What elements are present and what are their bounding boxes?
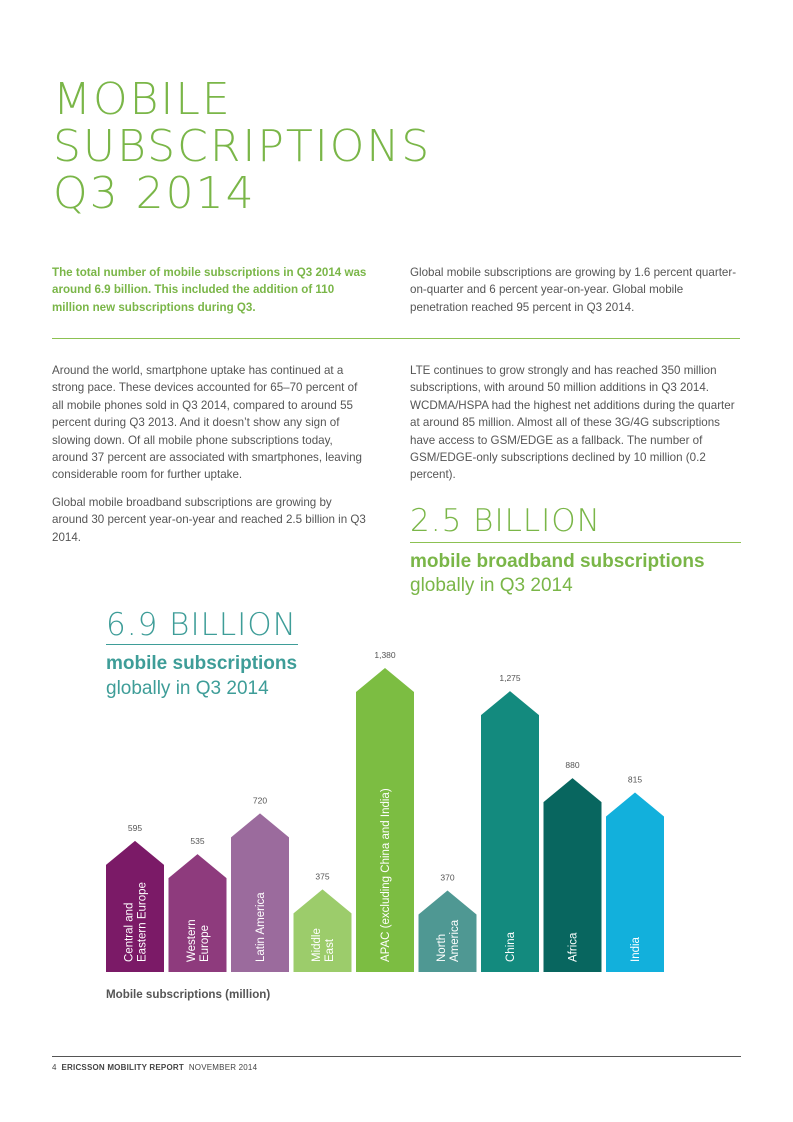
category-label-line: East — [324, 938, 336, 962]
category-label-line: Central and — [123, 902, 136, 962]
mobile-subtitle: mobile subscriptions — [106, 653, 298, 674]
value-label-3: 375 — [315, 871, 330, 882]
footer — [52, 1063, 257, 1072]
category-label-line: APAC (excluding China and India) — [380, 788, 392, 962]
value-label-1: 535 — [190, 836, 205, 847]
value-label-0: 595 — [127, 822, 143, 833]
category-label-line: Latin America — [255, 892, 267, 962]
value-label-7: 880 — [565, 760, 580, 771]
category-label-line: Eastern Europe — [136, 882, 149, 962]
body-paragraph-smartphones: Around the world, smartphone uptake has continued at a strong pace. These devices accounted for 65–70 percent of all mobile phones sold in Q3 2014, compared to around 55 percent during Q3 2013. And it doesn’t show any sign of slowing down. Of all mobile phone subscriptions today, around 37 percent are associated with smartphones, leaving considerable room for further uptake. — [52, 364, 362, 482]
broadband-figure: 2.5 BILLION — [410, 503, 601, 539]
footer-date: NOVEMBER 2014 — [188, 1063, 258, 1072]
category-label-line: China — [505, 931, 517, 962]
footer-page-number: 4 — [52, 1063, 57, 1072]
broadband-subtitle: mobile broadband subscriptions — [410, 551, 705, 572]
category-label-line: Western — [186, 919, 198, 962]
category-label-2 — [255, 892, 267, 962]
chart-caption: Mobile subscriptions (million) — [106, 988, 271, 1001]
category-label-line: Africa — [567, 932, 580, 962]
footer-divider — [52, 1056, 741, 1057]
category-label-1 — [186, 919, 211, 962]
mobile-figure: 6.9 BILLION — [106, 607, 297, 643]
category-label-8 — [630, 936, 642, 962]
value-label-4: 1,380 — [374, 650, 396, 660]
category-label-4 — [380, 788, 392, 962]
intro-lead-green: The total number of mobile subscriptions in Q3 2014 was around 6.9 billion. This included the addition of 110 million new subscriptions during Q3. — [52, 266, 367, 314]
value-label-5: 370 — [440, 872, 455, 883]
value-label-8: 815 — [627, 774, 643, 785]
category-label-line: India — [630, 937, 642, 962]
category-label-line: Middle — [311, 928, 323, 962]
title-line-1: MOBILE — [53, 74, 232, 125]
body-paragraph-broadband: Global mobile broadband subscriptions are growing by around 30 percent year-on-year and reached 2.5 billion in Q3 2014. — [52, 495, 366, 544]
category-label-line: America — [449, 919, 461, 962]
category-label-7 — [568, 932, 580, 962]
broadband-subtitle-2: globally in Q3 2014 — [410, 575, 573, 596]
category-label-6 — [505, 931, 517, 962]
mobile-subtitle-2: globally in Q3 2014 — [106, 678, 269, 699]
category-label-line: Europe — [199, 924, 211, 962]
value-label-2: 720 — [252, 795, 268, 806]
title-line-3: Q3 2014 — [53, 168, 256, 219]
category-label-line: North — [436, 933, 448, 962]
footer-report-name: ERICSSON MOBILITY REPORT — [61, 1063, 184, 1072]
title-line-2: SUBSCRIPTIONS — [53, 121, 432, 172]
body-paragraph-lte: LTE continues to grow strongly and has reached 350 million subscriptions, with around 50 million additions in Q3 2014. WCDMA/HSPA had the highest net additions during the quarter at around 85 million. Almost all of these 3G/4G subscriptions have access to GSM/EDGE as a fallback. The number of GSM/EDGE-only subscriptions declined by 10 million (0.2 percent). — [410, 364, 735, 482]
bar-6 — [481, 691, 539, 972]
intro-lead-gray: Global mobile subscriptions are growing by 1.6 percent quarter-on-quarter and 6 percent year-on-year. Global mobile penetration reached 95 percent in Q3 2014. — [410, 266, 737, 314]
value-label-6: 1,275 — [499, 673, 521, 684]
